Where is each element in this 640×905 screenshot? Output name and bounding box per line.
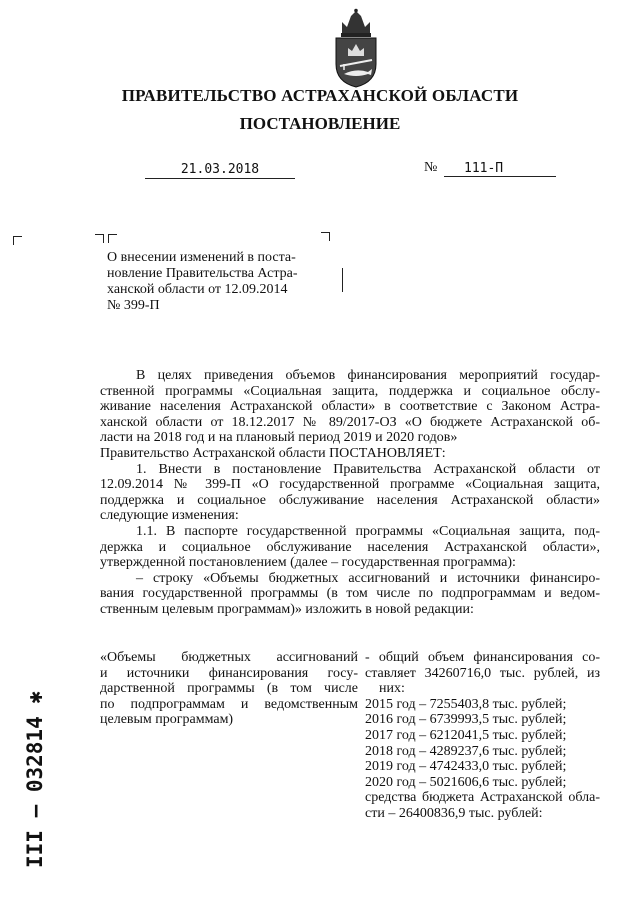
coat-of-arms-icon	[330, 8, 382, 88]
document-body	[100, 368, 600, 618]
subject-line: ханской области от 12.09.2014	[107, 282, 288, 297]
label-line: по подпрограммам и ведомственным	[100, 696, 358, 712]
value-line: - общий объем финансирования со-	[365, 650, 600, 665]
value-line: сти – 26400836,9 тыс. рублей:	[365, 805, 543, 821]
serial-number-stamp	[12, 690, 52, 870]
vertical-mark	[342, 268, 343, 292]
value-line: ставляет 34260716,0 тыс. рублей, из	[365, 665, 600, 681]
label-line: «Объемы бюджетных ассигнований	[100, 650, 358, 665]
value-line: них:	[379, 681, 405, 697]
corner-mark	[95, 234, 104, 243]
dash-item-line: – строку «Объемы бюджетных ассигнований и источники финансиро-	[136, 570, 600, 586]
label-line: дарственной программы (в том числе	[100, 681, 358, 697]
year-amount: 2017 год – 6212041,5 тыс. рублей;	[365, 727, 567, 743]
preamble-line: живание населения Астраханской области» в соответствие с Законом Астра-	[100, 399, 600, 415]
dash-item-line: ственным целевым программам)» изложить в новой редакции:	[100, 601, 474, 617]
item1-line: 1. Внести в постановление Правительства Астраханской области от	[136, 461, 600, 477]
year-amount: 2019 год – 4742433,0 тыс. рублей;	[365, 759, 567, 775]
item1-line: 12.09.2014 № 399-П «О государственной программе «Социальная защита,	[100, 477, 600, 493]
document-subject	[107, 250, 319, 314]
subject-line: № 399-П	[107, 298, 160, 313]
organization-title: ПРАВИТЕЛЬСТВО АСТРАХАНСКОЙ ОБЛАСТИ	[121, 86, 519, 105]
funding-table-label-cell	[100, 650, 358, 728]
resolves-line: Правительство Астраханской области ПОСТАНОВЛЯЕТ:	[100, 445, 446, 461]
serial-number-text: III – 032814 ✱	[23, 690, 47, 868]
item1-line: поддержка и социальное обслуживание населения Астраханской области»	[100, 492, 600, 508]
label-line: и источники финансирования госу-	[100, 665, 358, 681]
item1-1-line: 1.1. В паспорте государственной программы «Социальная защита, под-	[136, 523, 600, 539]
item1-1-line: утвержденной постановлением (далее – государственная программа):	[100, 555, 516, 571]
preamble-line: ласти на 2018 год и на плановый период 2019 и 2020 годов»	[100, 430, 458, 446]
funding-table-value-cell	[365, 650, 600, 822]
label-line: целевым программам)	[100, 712, 234, 728]
year-amount: 2020 год – 5021606,6 тыс. рублей;	[365, 774, 567, 790]
dash-item-line: вания государственной программы (в том числе по подпрограммам и ведом-	[100, 586, 600, 602]
document-date: 21.03.2018	[145, 162, 295, 179]
value-line: средства бюджета Астраханской обла-	[365, 790, 600, 806]
preamble-line: ханской области от 18.12.2017 № 89/2017-ОЗ «О бюджете Астраханской об-	[100, 414, 600, 430]
year-amount: 2018 год – 4289237,6 тыс. рублей;	[365, 743, 567, 759]
preamble-line: ственной программы «Социальная защита, поддержка и социальное обслу-	[100, 383, 600, 399]
corner-mark	[108, 234, 117, 243]
corner-mark	[321, 232, 330, 241]
year-amount: 2016 год – 6739993,5 тыс. рублей;	[365, 712, 567, 728]
item1-line: следующие изменения:	[100, 508, 239, 524]
item1-1-line: держка и социальное обслуживание населения Астраханской области»,	[100, 539, 600, 555]
preamble-line: В целях приведения объемов финансирования мероприятий государ-	[136, 368, 600, 383]
document-type: ПОСТАНОВЛЕНИЕ	[239, 114, 401, 133]
document-number: 111-П	[444, 161, 556, 177]
subject-line: новление Правительства Астра-	[107, 266, 298, 281]
year-amount: 2015 год – 7255403,8 тыс. рублей;	[365, 696, 567, 712]
number-label: №	[424, 160, 438, 175]
corner-mark	[13, 236, 22, 245]
subject-line: О внесении изменений в поста-	[107, 250, 296, 265]
